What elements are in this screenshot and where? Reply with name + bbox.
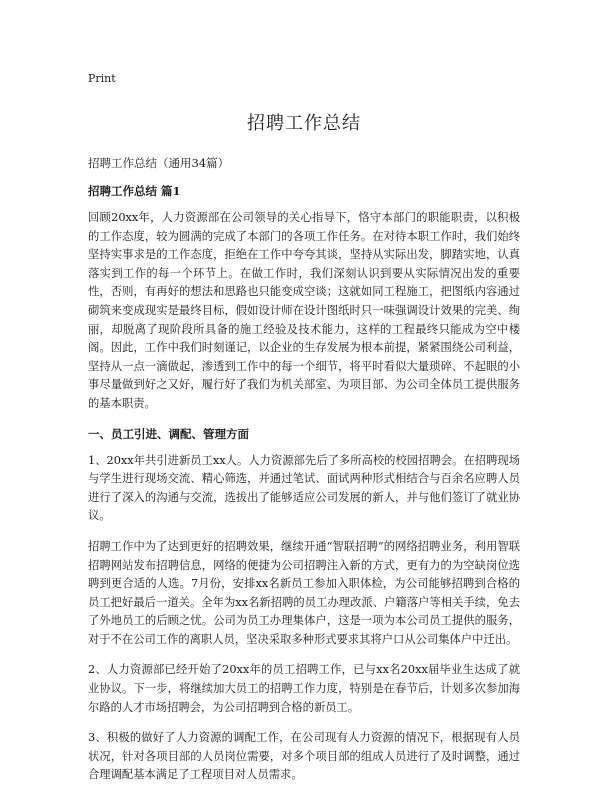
paragraph: 2、人力资源部已经开始了20xx年的员工招聘工作，已与xx名20xx届毕业生达成了就业协议。下一步，将继续加大员工的招聘工作力度，特别是在春节后，计划多次参加海尔路的人才市场招聘会，为公司招聘到合格的新员工。 [88,663,520,714]
paragraph: 1、20xx年共引进新员工xx人。人力资源部先后了多所高校的校园招聘会。在招聘现场与学生进行现场交流、精心筛选，并通过笔试、面试两种形式相结合与百余名应聘人员进行了深入的沟通与交流，选拔出了能够适应公司发展的新人，并与他们签订了就业协议。 [88,453,520,523]
page-title: 招聘工作总结 [247,113,361,134]
section-heading-staffing: 一、员工引进、调配、管理方面 [88,426,249,441]
article-heading: 招聘工作总结 篇1 [88,184,181,198]
paragraph: 招聘工作中为了达到更好的招聘效果，继续开通“智联招聘”的网络招聘业务，利用智联招聘网站发布招聘信息，网络的便捷为公司招聘注入新的方式，更有力的为空缺岗位选聘到更合适的人选。7月份，安排xx名新员工参加入职体检，为公司能够招聘到合格的员工把好最后一道关。全年为xx名新招聘的员工办理改派、户籍落户等相关手续，免去了外地员工的后顾之忧。公司为员工办理集体户，这是一项为本公司员工提供的服务，对于不在公司工作的离职人员，坚决采取多种形式要求其将户口从公司集体户中迁出。 [88,539,520,646]
document-page [88,72,520,797]
document-subtitle: 招聘工作总结（通用34篇） [88,156,230,170]
intro-paragraph: 回顾20xx年，人力资源部在公司领导的关心指导下，恪守本部门的职能职责，以积极的工作态度，较为圆满的完成了本部门的各项工作任务。在对待本职工作时，我们始终坚持实事求是的工作态度，拒绝在工作中夸夸其谈，坚持从实际出发，脚踏实地，认真落实到工作的每一个环节上。在做工作时，我们深刻认识到要从实际情况出发的重要性，否则，有再好的想法和思路也只能变成空谈；这就如同工程施工，把图纸内容通过砌筑来变成现实是最终目标，假如设计师在设计图纸时只一味强调设计效果的完美、绚丽，却脱离了现阶段所具备的施工经验及技术能力，这样的工程最终只能成为空中楼阁。因此，工作中我们时刻谨记，以企业的生存发展为根本前提，紧紧围绕公司利益，坚持从一点一滴做起，渗透到工作中的每一个细节，将平时看似大量琐碎、不起眼的小事尽量做到好之又好，履行好了我们为机关部室、为项目部、为公司全体员工提供服务的基本职责。 [88,211,520,410]
paragraph: 3、积极的做好了人力资源的调配工作，在公司现有人力资源的情况下，根据现有人员状况，针对各项目部的人员岗位需要，对多个项目部的组成人员进行了及时调整，通过合理调配基本满足了工程项目对人员需求。 [88,731,520,782]
print-link[interactable]: Print [88,72,116,85]
